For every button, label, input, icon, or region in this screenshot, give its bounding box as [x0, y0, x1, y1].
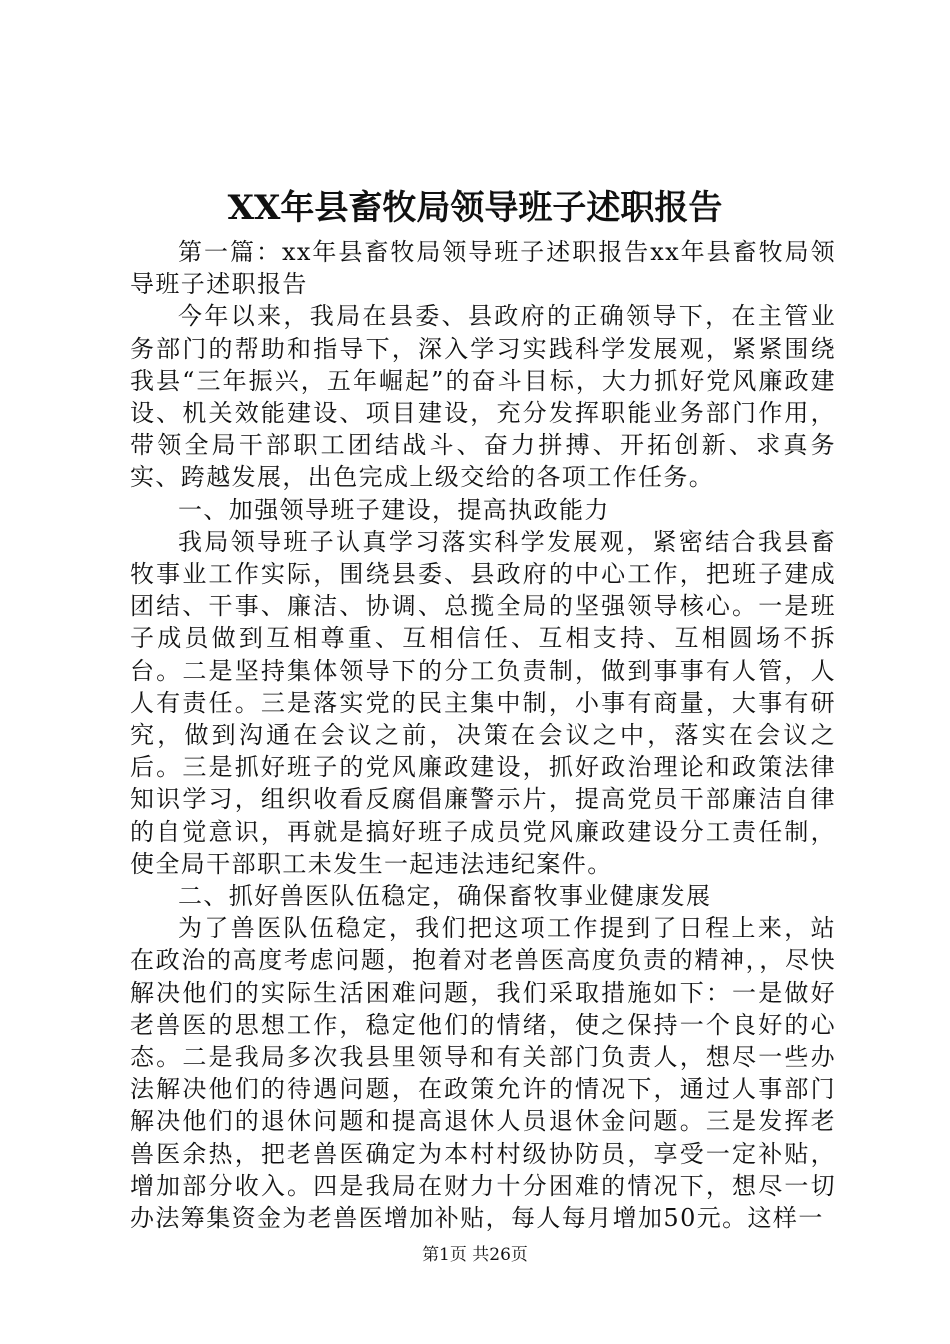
section-heading-1: 一、加强领导班子建设，提高执政能力	[178, 495, 610, 524]
page-number-footer: 第1页 共26页	[422, 1245, 528, 1265]
section-heading-2: 二、抓好兽医队伍稳定，确保畜牧事业健康发展	[178, 882, 712, 911]
paragraph-section-1: 我局领导班子认真学习落实科学发展观，紧密结合我县畜牧事业工作实际，围绕县委、县政府的中心工作，把班子建成团结、干事、廉洁、协调、总揽全局的坚强领导核心。一是班子成员做到互相尊重、互相信任、互相支持、互相圆场不拆台。二是坚持集体领导下的分工负责制，做到事事有人管，人人有责任。三是落实党的民主集中制，小事有商量，大事有研究，做到沟通在会议之前，决策在会议之中，落实在会议之后。三是抓好班子的党风廉政建设，抓好政治理论和政策法律知识学习，组织收看反腐倡廉警示片，提高党员干部廉洁自律的自觉意识，再就是搞好班子成员党风廉政建设分工责任制，使全局干部职工未发生一起违法违纪案件。	[130, 527, 836, 878]
document-title: XX年县畜牧局领导班子述职报告	[227, 188, 723, 228]
document-body	[130, 236, 836, 1234]
paragraph-section-2: 为了兽医队伍稳定，我们把这项工作提到了日程上来，站在政治的高度考虑问题，抱着对老兽医高度负责的精神，，尽快解决他们的实际生活困难问题，我们采取措施如下：一是做好老兽医的思想工作，稳定他们的情绪，使之保持一个良好的心态。二是我局多次我县里领导和有关部门负责人，想尽一些办法解决他们的待遇问题，在政策允许的情况下，通过人事部门解决他们的退休问题和提高退休人员退休金问题。三是发挥老兽医余热，把老兽医确定为本村村级协防员，享受一定补贴，增加部分收入。四是我局在财力十分困难的情况下，想尽一切办法筹集资金为老兽医增加补贴，每人每月增加50元。这样一	[130, 914, 836, 1233]
paragraph-heading-line: 第一篇：xx年县畜牧局领导班子述职报告xx年县畜牧局领导班子述职报告	[130, 238, 836, 299]
paragraph-intro: 今年以来，我局在县委、县政府的正确领导下，在主管业务部门的帮助和指导下，深入学习实践科学发展观，紧紧围绕我县“三年振兴，五年崛起”的奋斗目标，大力抓好党风廉政建设、机关效能建设、项目建设，充分发挥职能业务部门作用，带领全局干部职工团结战斗、奋力拼搏、开拓创新、求真务实、跨越发展，出色完成上级交给的各项工作任务。	[130, 302, 836, 492]
